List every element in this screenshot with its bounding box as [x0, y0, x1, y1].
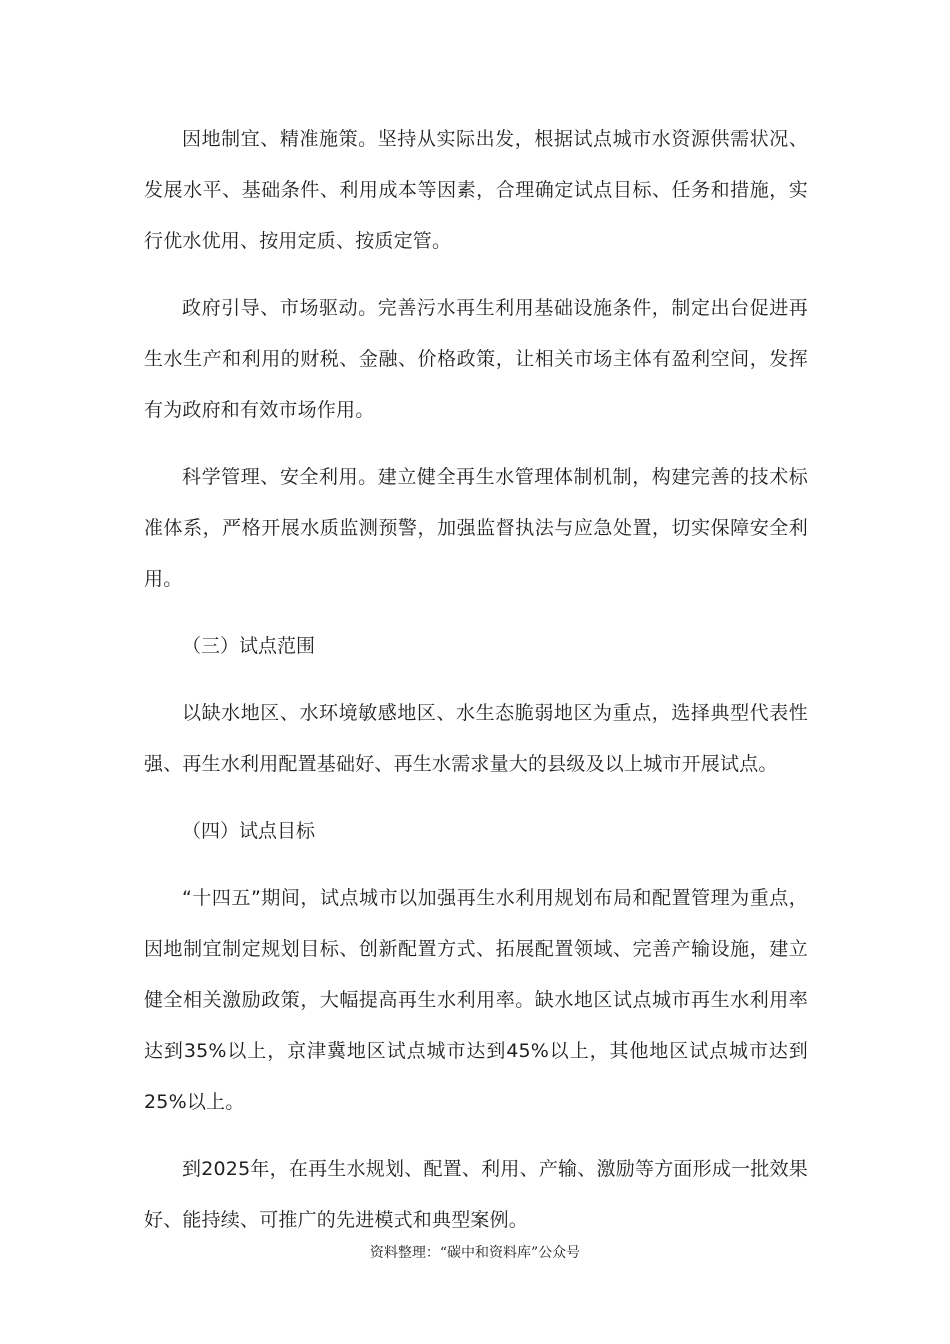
document-body	[144, 114, 808, 1246]
paragraph-principle-management: 科学管理、安全利用。建立健全再生水管理体制机制，构建完善的技术标准体系，严格开展水质监测预警，加强监督执法与应急处置，切实保障安全利用。	[144, 466, 808, 590]
footer-source-note: 资料整理：“碳中和资料库”公众号	[369, 1245, 581, 1261]
section-heading-scope: （三）试点范围	[182, 635, 316, 657]
paragraph-principle-government: 政府引导、市场驱动。完善污水再生利用基础设施条件，制定出台促进再生水生产和利用的财税、金融、价格政策，让相关市场主体有盈利空间，发挥有为政府和有效市场作用。	[144, 297, 808, 421]
paragraph-2025-target: 到2025年，在再生水规划、配置、利用、产输、激励等方面形成一批效果好、能持续、可推广的先进模式和典型案例。	[144, 1158, 808, 1231]
paragraph-principle-local: 因地制宜、精准施策。坚持从实际出发，根据试点城市水资源供需状况、发展水平、基础条件、利用成本等因素，合理确定试点目标、任务和措施，实行优水优用、按用定质、按质定管。	[144, 128, 808, 252]
paragraph-goals: “十四五”期间，试点城市以加强再生水利用规划布局和配置管理为重点，因地制宜制定规划目标、创新配置方式、拓展配置领域、完善产输设施，建立健全相关激励政策，大幅提高再生水利用率。缺水地区试点城市再生水利用率达到35%以上，京津冀地区试点城市达到45%以上，其他地区试点城市达到25%以上。	[144, 887, 808, 1113]
paragraph-scope: 以缺水地区、水环境敏感地区、水生态脆弱地区为重点，选择典型代表性强、再生水利用配置基础好、再生水需求量大的县级及以上城市开展试点。	[144, 702, 808, 775]
section-heading-goals: （四）试点目标	[182, 820, 316, 842]
